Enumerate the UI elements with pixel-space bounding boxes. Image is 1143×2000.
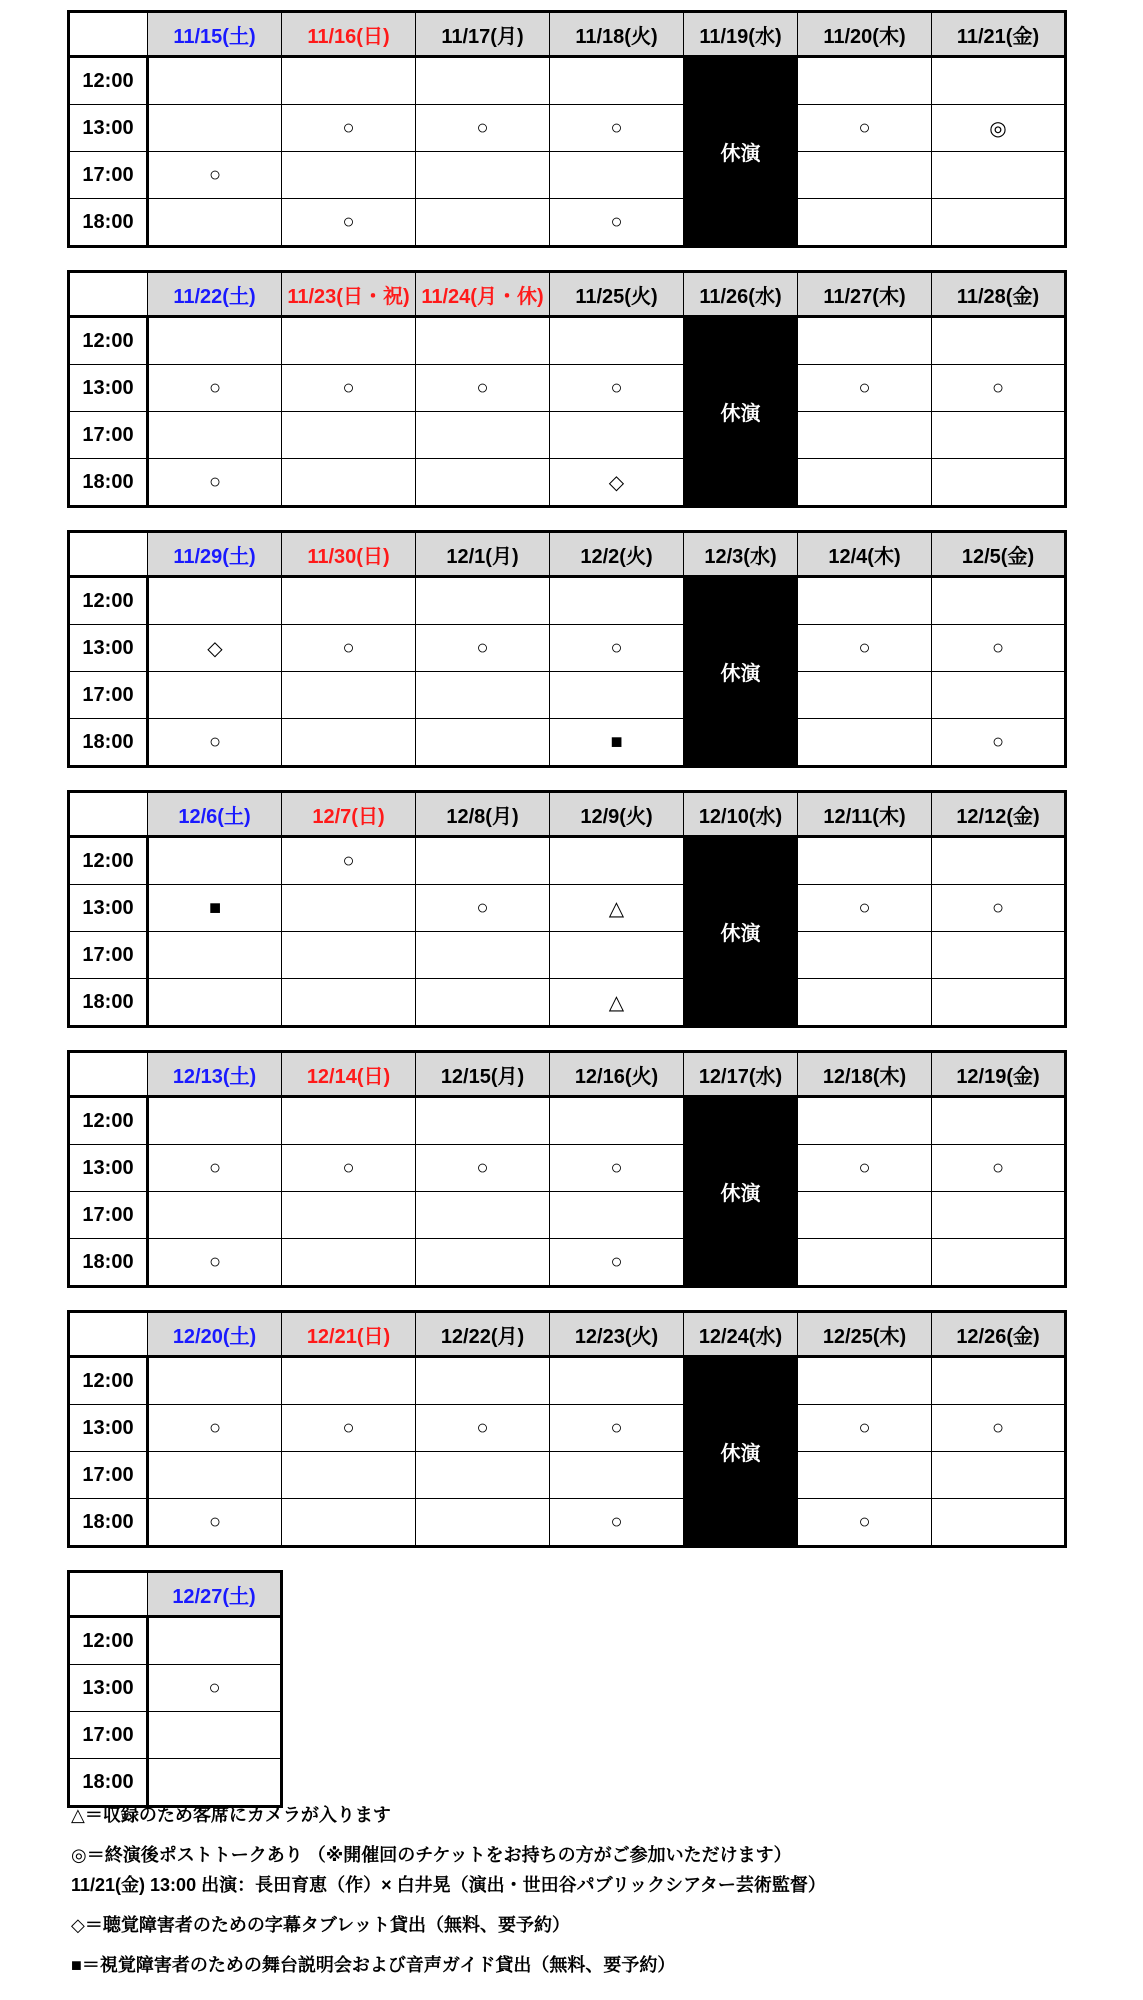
time-label: 13:00 bbox=[69, 1665, 148, 1712]
performance-cell: ○ bbox=[932, 719, 1066, 767]
time-row bbox=[69, 1145, 1066, 1192]
time-row bbox=[69, 105, 1066, 152]
performance-cell: ○ bbox=[148, 1405, 282, 1452]
performance-cell bbox=[932, 1452, 1066, 1499]
performance-cell: ○ bbox=[932, 1405, 1066, 1452]
time-label: 17:00 bbox=[69, 1712, 148, 1759]
time-row bbox=[69, 412, 1066, 459]
time-label: 12:00 bbox=[69, 577, 148, 625]
performance-cell: △ bbox=[550, 979, 684, 1027]
date-header: 12/20(土) bbox=[148, 1312, 282, 1357]
performance-cell bbox=[416, 837, 550, 885]
performance-cell bbox=[148, 577, 282, 625]
date-header: 12/1(月) bbox=[416, 532, 550, 577]
performance-cell bbox=[282, 672, 416, 719]
date-header: 12/19(金) bbox=[932, 1052, 1066, 1097]
performance-cell bbox=[148, 1357, 282, 1405]
performance-cell: ○ bbox=[148, 719, 282, 767]
performance-cell bbox=[550, 672, 684, 719]
date-header: 12/9(火) bbox=[550, 792, 684, 837]
performance-cell bbox=[550, 57, 684, 105]
performance-cell: ○ bbox=[282, 199, 416, 247]
performance-cell bbox=[282, 1239, 416, 1287]
time-row bbox=[69, 1097, 1066, 1145]
time-label: 12:00 bbox=[69, 1617, 148, 1665]
performance-cell: ○ bbox=[282, 1145, 416, 1192]
header-corner bbox=[69, 792, 148, 837]
performance-cell: ○ bbox=[148, 1665, 282, 1712]
date-header: 11/16(日) bbox=[282, 12, 416, 57]
performance-cell bbox=[282, 1192, 416, 1239]
date-header: 12/6(土) bbox=[148, 792, 282, 837]
time-label: 13:00 bbox=[69, 105, 148, 152]
performance-cell bbox=[416, 1499, 550, 1547]
week-table bbox=[67, 1050, 1067, 1288]
date-header: 12/26(金) bbox=[932, 1312, 1066, 1357]
date-header: 11/26(水) bbox=[684, 272, 798, 317]
performance-cell: ○ bbox=[550, 105, 684, 152]
performance-cell: ○ bbox=[550, 1239, 684, 1287]
date-header: 12/21(日) bbox=[282, 1312, 416, 1357]
closed-day: 休演 bbox=[684, 57, 798, 247]
performance-cell bbox=[148, 1712, 282, 1759]
closed-day: 休演 bbox=[684, 837, 798, 1027]
time-row bbox=[69, 365, 1066, 412]
performance-cell bbox=[148, 57, 282, 105]
closed-day: 休演 bbox=[684, 1097, 798, 1287]
performance-cell bbox=[932, 152, 1066, 199]
time-row bbox=[69, 1712, 282, 1759]
performance-cell bbox=[148, 1452, 282, 1499]
performance-cell bbox=[798, 412, 932, 459]
performance-cell bbox=[550, 412, 684, 459]
date-header: 11/28(金) bbox=[932, 272, 1066, 317]
performance-cell: ■ bbox=[550, 719, 684, 767]
date-header: 11/27(木) bbox=[798, 272, 932, 317]
legend-audio-guide: ■＝視覚障害者のための舞台説明会および音声ガイド貸出（無料、要予約） bbox=[71, 1955, 676, 1975]
performance-cell bbox=[416, 577, 550, 625]
time-label: 18:00 bbox=[69, 199, 148, 247]
date-header: 12/5(金) bbox=[932, 532, 1066, 577]
performance-cell bbox=[416, 1192, 550, 1239]
performance-cell: ○ bbox=[798, 365, 932, 412]
legend-post-talk-detail: 11/21(金) 13:00 出演：長田育恵（作）× 白井晃（演出・世田谷パブリックシアター芸術監督） bbox=[71, 1875, 826, 1895]
performance-cell: ○ bbox=[932, 885, 1066, 932]
performance-cell: ◇ bbox=[148, 625, 282, 672]
performance-cell bbox=[148, 412, 282, 459]
closed-day: 休演 bbox=[684, 1357, 798, 1547]
date-header: 11/21(金) bbox=[932, 12, 1066, 57]
performance-cell bbox=[282, 885, 416, 932]
time-row bbox=[69, 199, 1066, 247]
performance-cell bbox=[932, 412, 1066, 459]
date-header-row bbox=[69, 12, 1066, 57]
performance-cell bbox=[798, 57, 932, 105]
performance-cell bbox=[148, 317, 282, 365]
performance-cell: ○ bbox=[798, 885, 932, 932]
date-header: 11/24(月・休) bbox=[416, 272, 550, 317]
time-label: 18:00 bbox=[69, 719, 148, 767]
time-row bbox=[69, 1405, 1066, 1452]
performance-cell: ○ bbox=[282, 625, 416, 672]
time-row bbox=[69, 1192, 1066, 1239]
performance-cell bbox=[148, 105, 282, 152]
performance-cell bbox=[798, 672, 932, 719]
performance-cell bbox=[932, 459, 1066, 507]
date-header-row bbox=[69, 272, 1066, 317]
performance-cell bbox=[798, 719, 932, 767]
week-table bbox=[67, 530, 1067, 768]
time-label: 13:00 bbox=[69, 1145, 148, 1192]
time-row bbox=[69, 719, 1066, 767]
week-table bbox=[67, 1310, 1067, 1548]
date-header-row bbox=[69, 1052, 1066, 1097]
performance-cell bbox=[550, 317, 684, 365]
performance-cell bbox=[282, 57, 416, 105]
date-header: 12/27(土) bbox=[148, 1572, 282, 1617]
time-label: 17:00 bbox=[69, 1452, 148, 1499]
performance-cell bbox=[282, 412, 416, 459]
date-header: 12/12(金) bbox=[932, 792, 1066, 837]
performance-cell: ○ bbox=[550, 365, 684, 412]
closed-day: 休演 bbox=[684, 577, 798, 767]
time-label: 17:00 bbox=[69, 152, 148, 199]
performance-cell: ○ bbox=[798, 625, 932, 672]
date-header: 11/25(火) bbox=[550, 272, 684, 317]
performance-cell bbox=[148, 672, 282, 719]
performance-cell: ○ bbox=[282, 105, 416, 152]
header-corner bbox=[69, 12, 148, 57]
week-table bbox=[67, 790, 1067, 1028]
performance-cell bbox=[148, 837, 282, 885]
performance-cell bbox=[798, 1452, 932, 1499]
date-header: 11/29(土) bbox=[148, 532, 282, 577]
time-row bbox=[69, 932, 1066, 979]
performance-cell bbox=[282, 1499, 416, 1547]
performance-cell bbox=[798, 152, 932, 199]
performance-cell bbox=[282, 1097, 416, 1145]
performance-cell bbox=[416, 317, 550, 365]
performance-cell bbox=[148, 979, 282, 1027]
performance-cell bbox=[416, 152, 550, 199]
performance-cell: ○ bbox=[148, 1239, 282, 1287]
performance-cell bbox=[798, 1097, 932, 1145]
performance-cell bbox=[932, 1239, 1066, 1287]
header-corner bbox=[69, 532, 148, 577]
time-label: 18:00 bbox=[69, 1759, 148, 1807]
performance-cell: ○ bbox=[148, 459, 282, 507]
performance-cell bbox=[798, 1239, 932, 1287]
performance-cell bbox=[798, 1357, 932, 1405]
performance-cell bbox=[282, 317, 416, 365]
time-row bbox=[69, 1617, 282, 1665]
date-header: 12/15(月) bbox=[416, 1052, 550, 1097]
time-label: 12:00 bbox=[69, 837, 148, 885]
performance-cell bbox=[932, 1499, 1066, 1547]
performance-cell bbox=[798, 837, 932, 885]
date-header: 12/18(木) bbox=[798, 1052, 932, 1097]
performance-cell: ○ bbox=[148, 1145, 282, 1192]
performance-cell: ○ bbox=[282, 1405, 416, 1452]
header-corner bbox=[69, 1312, 148, 1357]
date-header: 11/20(木) bbox=[798, 12, 932, 57]
time-label: 17:00 bbox=[69, 932, 148, 979]
performance-cell bbox=[932, 1357, 1066, 1405]
time-label: 18:00 bbox=[69, 979, 148, 1027]
header-corner bbox=[69, 272, 148, 317]
performance-cell bbox=[282, 577, 416, 625]
performance-cell: ◇ bbox=[550, 459, 684, 507]
time-label: 12:00 bbox=[69, 1097, 148, 1145]
performance-cell bbox=[550, 932, 684, 979]
time-label: 13:00 bbox=[69, 1405, 148, 1452]
performance-cell bbox=[798, 577, 932, 625]
performance-cell: △ bbox=[550, 885, 684, 932]
performance-cell: ○ bbox=[932, 1145, 1066, 1192]
performance-cell bbox=[416, 1239, 550, 1287]
performance-cell: ○ bbox=[550, 1405, 684, 1452]
time-label: 13:00 bbox=[69, 625, 148, 672]
time-label: 12:00 bbox=[69, 317, 148, 365]
performance-cell: ○ bbox=[798, 105, 932, 152]
time-row bbox=[69, 1665, 282, 1712]
date-header: 11/30(日) bbox=[282, 532, 416, 577]
performance-cell bbox=[416, 412, 550, 459]
performance-cell bbox=[148, 932, 282, 979]
performance-cell: ○ bbox=[550, 1145, 684, 1192]
time-row bbox=[69, 317, 1066, 365]
performance-cell: ○ bbox=[282, 365, 416, 412]
date-header: 12/13(土) bbox=[148, 1052, 282, 1097]
date-header: 12/3(水) bbox=[684, 532, 798, 577]
performance-cell bbox=[148, 1097, 282, 1145]
performance-cell bbox=[798, 979, 932, 1027]
date-header: 11/23(日・祝) bbox=[282, 272, 416, 317]
performance-cell bbox=[282, 932, 416, 979]
performance-cell bbox=[932, 577, 1066, 625]
performance-cell bbox=[932, 979, 1066, 1027]
performance-cell bbox=[932, 837, 1066, 885]
time-row bbox=[69, 577, 1066, 625]
time-label: 17:00 bbox=[69, 412, 148, 459]
performance-cell bbox=[282, 979, 416, 1027]
date-header-row bbox=[69, 532, 1066, 577]
time-label: 13:00 bbox=[69, 365, 148, 412]
legend-subtitle-tablet: ◇＝聴覚障害者のための字幕タブレット貸出（無料、要予約） bbox=[71, 1915, 570, 1935]
performance-cell bbox=[148, 1192, 282, 1239]
performance-cell: ○ bbox=[416, 105, 550, 152]
performance-cell bbox=[282, 152, 416, 199]
performance-cell: ○ bbox=[416, 885, 550, 932]
date-header: 12/14(日) bbox=[282, 1052, 416, 1097]
closed-day: 休演 bbox=[684, 317, 798, 507]
performance-cell bbox=[932, 672, 1066, 719]
performance-cell bbox=[932, 1192, 1066, 1239]
performance-cell: ○ bbox=[550, 1499, 684, 1547]
performance-cell: ○ bbox=[550, 625, 684, 672]
performance-cell bbox=[550, 152, 684, 199]
performance-cell bbox=[932, 57, 1066, 105]
performance-cell bbox=[550, 1452, 684, 1499]
date-header-row bbox=[69, 1572, 282, 1617]
performance-cell bbox=[798, 1192, 932, 1239]
time-row bbox=[69, 1452, 1066, 1499]
performance-cell: ○ bbox=[416, 1405, 550, 1452]
time-row bbox=[69, 1499, 1066, 1547]
date-header: 11/22(土) bbox=[148, 272, 282, 317]
performance-cell bbox=[798, 459, 932, 507]
performance-cell: ○ bbox=[550, 199, 684, 247]
time-row bbox=[69, 979, 1066, 1027]
header-corner bbox=[69, 1572, 148, 1617]
performance-cell: ◎ bbox=[932, 105, 1066, 152]
performance-schedule bbox=[67, 10, 1067, 1830]
performance-cell bbox=[282, 459, 416, 507]
performance-cell bbox=[932, 199, 1066, 247]
performance-cell bbox=[798, 317, 932, 365]
performance-cell bbox=[550, 1192, 684, 1239]
performance-cell bbox=[550, 1357, 684, 1405]
performance-cell bbox=[416, 459, 550, 507]
date-header-row bbox=[69, 792, 1066, 837]
date-header: 12/16(火) bbox=[550, 1052, 684, 1097]
time-row bbox=[69, 837, 1066, 885]
performance-cell: ○ bbox=[416, 625, 550, 672]
date-header: 12/11(木) bbox=[798, 792, 932, 837]
time-row bbox=[69, 152, 1066, 199]
date-header: 11/19(水) bbox=[684, 12, 798, 57]
performance-cell bbox=[932, 932, 1066, 979]
date-header: 12/2(火) bbox=[550, 532, 684, 577]
performance-cell bbox=[416, 672, 550, 719]
date-header: 12/17(水) bbox=[684, 1052, 798, 1097]
performance-cell bbox=[148, 199, 282, 247]
time-row bbox=[69, 672, 1066, 719]
date-header: 12/8(月) bbox=[416, 792, 550, 837]
performance-cell bbox=[416, 932, 550, 979]
performance-cell: ○ bbox=[798, 1145, 932, 1192]
date-header: 12/23(火) bbox=[550, 1312, 684, 1357]
performance-cell bbox=[416, 979, 550, 1027]
performance-cell bbox=[798, 932, 932, 979]
performance-cell: ○ bbox=[416, 1145, 550, 1192]
date-header: 11/18(火) bbox=[550, 12, 684, 57]
time-label: 13:00 bbox=[69, 885, 148, 932]
performance-cell bbox=[550, 577, 684, 625]
time-label: 12:00 bbox=[69, 1357, 148, 1405]
week-table bbox=[67, 270, 1067, 508]
performance-cell: ○ bbox=[282, 837, 416, 885]
legend-post-talk: ◎＝終演後ポストトークあり （※開催回のチケットをお持ちの方がご参加いただけます） bbox=[71, 1845, 792, 1865]
time-label: 18:00 bbox=[69, 1239, 148, 1287]
time-label: 17:00 bbox=[69, 672, 148, 719]
performance-cell bbox=[798, 199, 932, 247]
performance-cell: ○ bbox=[416, 365, 550, 412]
performance-cell bbox=[416, 57, 550, 105]
time-row bbox=[69, 1239, 1066, 1287]
time-label: 18:00 bbox=[69, 1499, 148, 1547]
performance-cell bbox=[416, 1357, 550, 1405]
date-header: 11/17(月) bbox=[416, 12, 550, 57]
performance-cell: ■ bbox=[148, 885, 282, 932]
date-header: 12/7(日) bbox=[282, 792, 416, 837]
time-label: 12:00 bbox=[69, 57, 148, 105]
date-header: 12/24(水) bbox=[684, 1312, 798, 1357]
performance-cell bbox=[282, 1357, 416, 1405]
performance-cell bbox=[932, 317, 1066, 365]
performance-cell: ○ bbox=[932, 365, 1066, 412]
performance-cell: ○ bbox=[148, 1499, 282, 1547]
performance-cell bbox=[282, 719, 416, 767]
time-label: 17:00 bbox=[69, 1192, 148, 1239]
time-row bbox=[69, 459, 1066, 507]
performance-cell: ○ bbox=[148, 365, 282, 412]
performance-cell bbox=[416, 1097, 550, 1145]
header-corner bbox=[69, 1052, 148, 1097]
date-header: 12/4(木) bbox=[798, 532, 932, 577]
performance-cell: ○ bbox=[798, 1405, 932, 1452]
performance-cell: ○ bbox=[798, 1499, 932, 1547]
performance-cell bbox=[932, 1097, 1066, 1145]
time-label: 18:00 bbox=[69, 459, 148, 507]
week-table bbox=[67, 10, 1067, 248]
performance-cell: ○ bbox=[148, 152, 282, 199]
date-header: 12/10(水) bbox=[684, 792, 798, 837]
time-row bbox=[69, 57, 1066, 105]
performance-cell bbox=[550, 837, 684, 885]
performance-cell bbox=[416, 1452, 550, 1499]
performance-cell bbox=[148, 1617, 282, 1665]
time-row bbox=[69, 625, 1066, 672]
performance-cell bbox=[416, 719, 550, 767]
performance-cell bbox=[550, 1097, 684, 1145]
time-row bbox=[69, 1357, 1066, 1405]
legend-camera: △＝収録のため客席にカメラが入ります bbox=[71, 1805, 391, 1825]
date-header: 12/22(月) bbox=[416, 1312, 550, 1357]
date-header-row bbox=[69, 1312, 1066, 1357]
time-row bbox=[69, 885, 1066, 932]
performance-cell bbox=[282, 1452, 416, 1499]
performance-cell bbox=[416, 199, 550, 247]
performance-cell: ○ bbox=[932, 625, 1066, 672]
date-header: 11/15(土) bbox=[148, 12, 282, 57]
week-table bbox=[67, 1570, 283, 1808]
legend bbox=[71, 1800, 1131, 1980]
date-header: 12/25(木) bbox=[798, 1312, 932, 1357]
